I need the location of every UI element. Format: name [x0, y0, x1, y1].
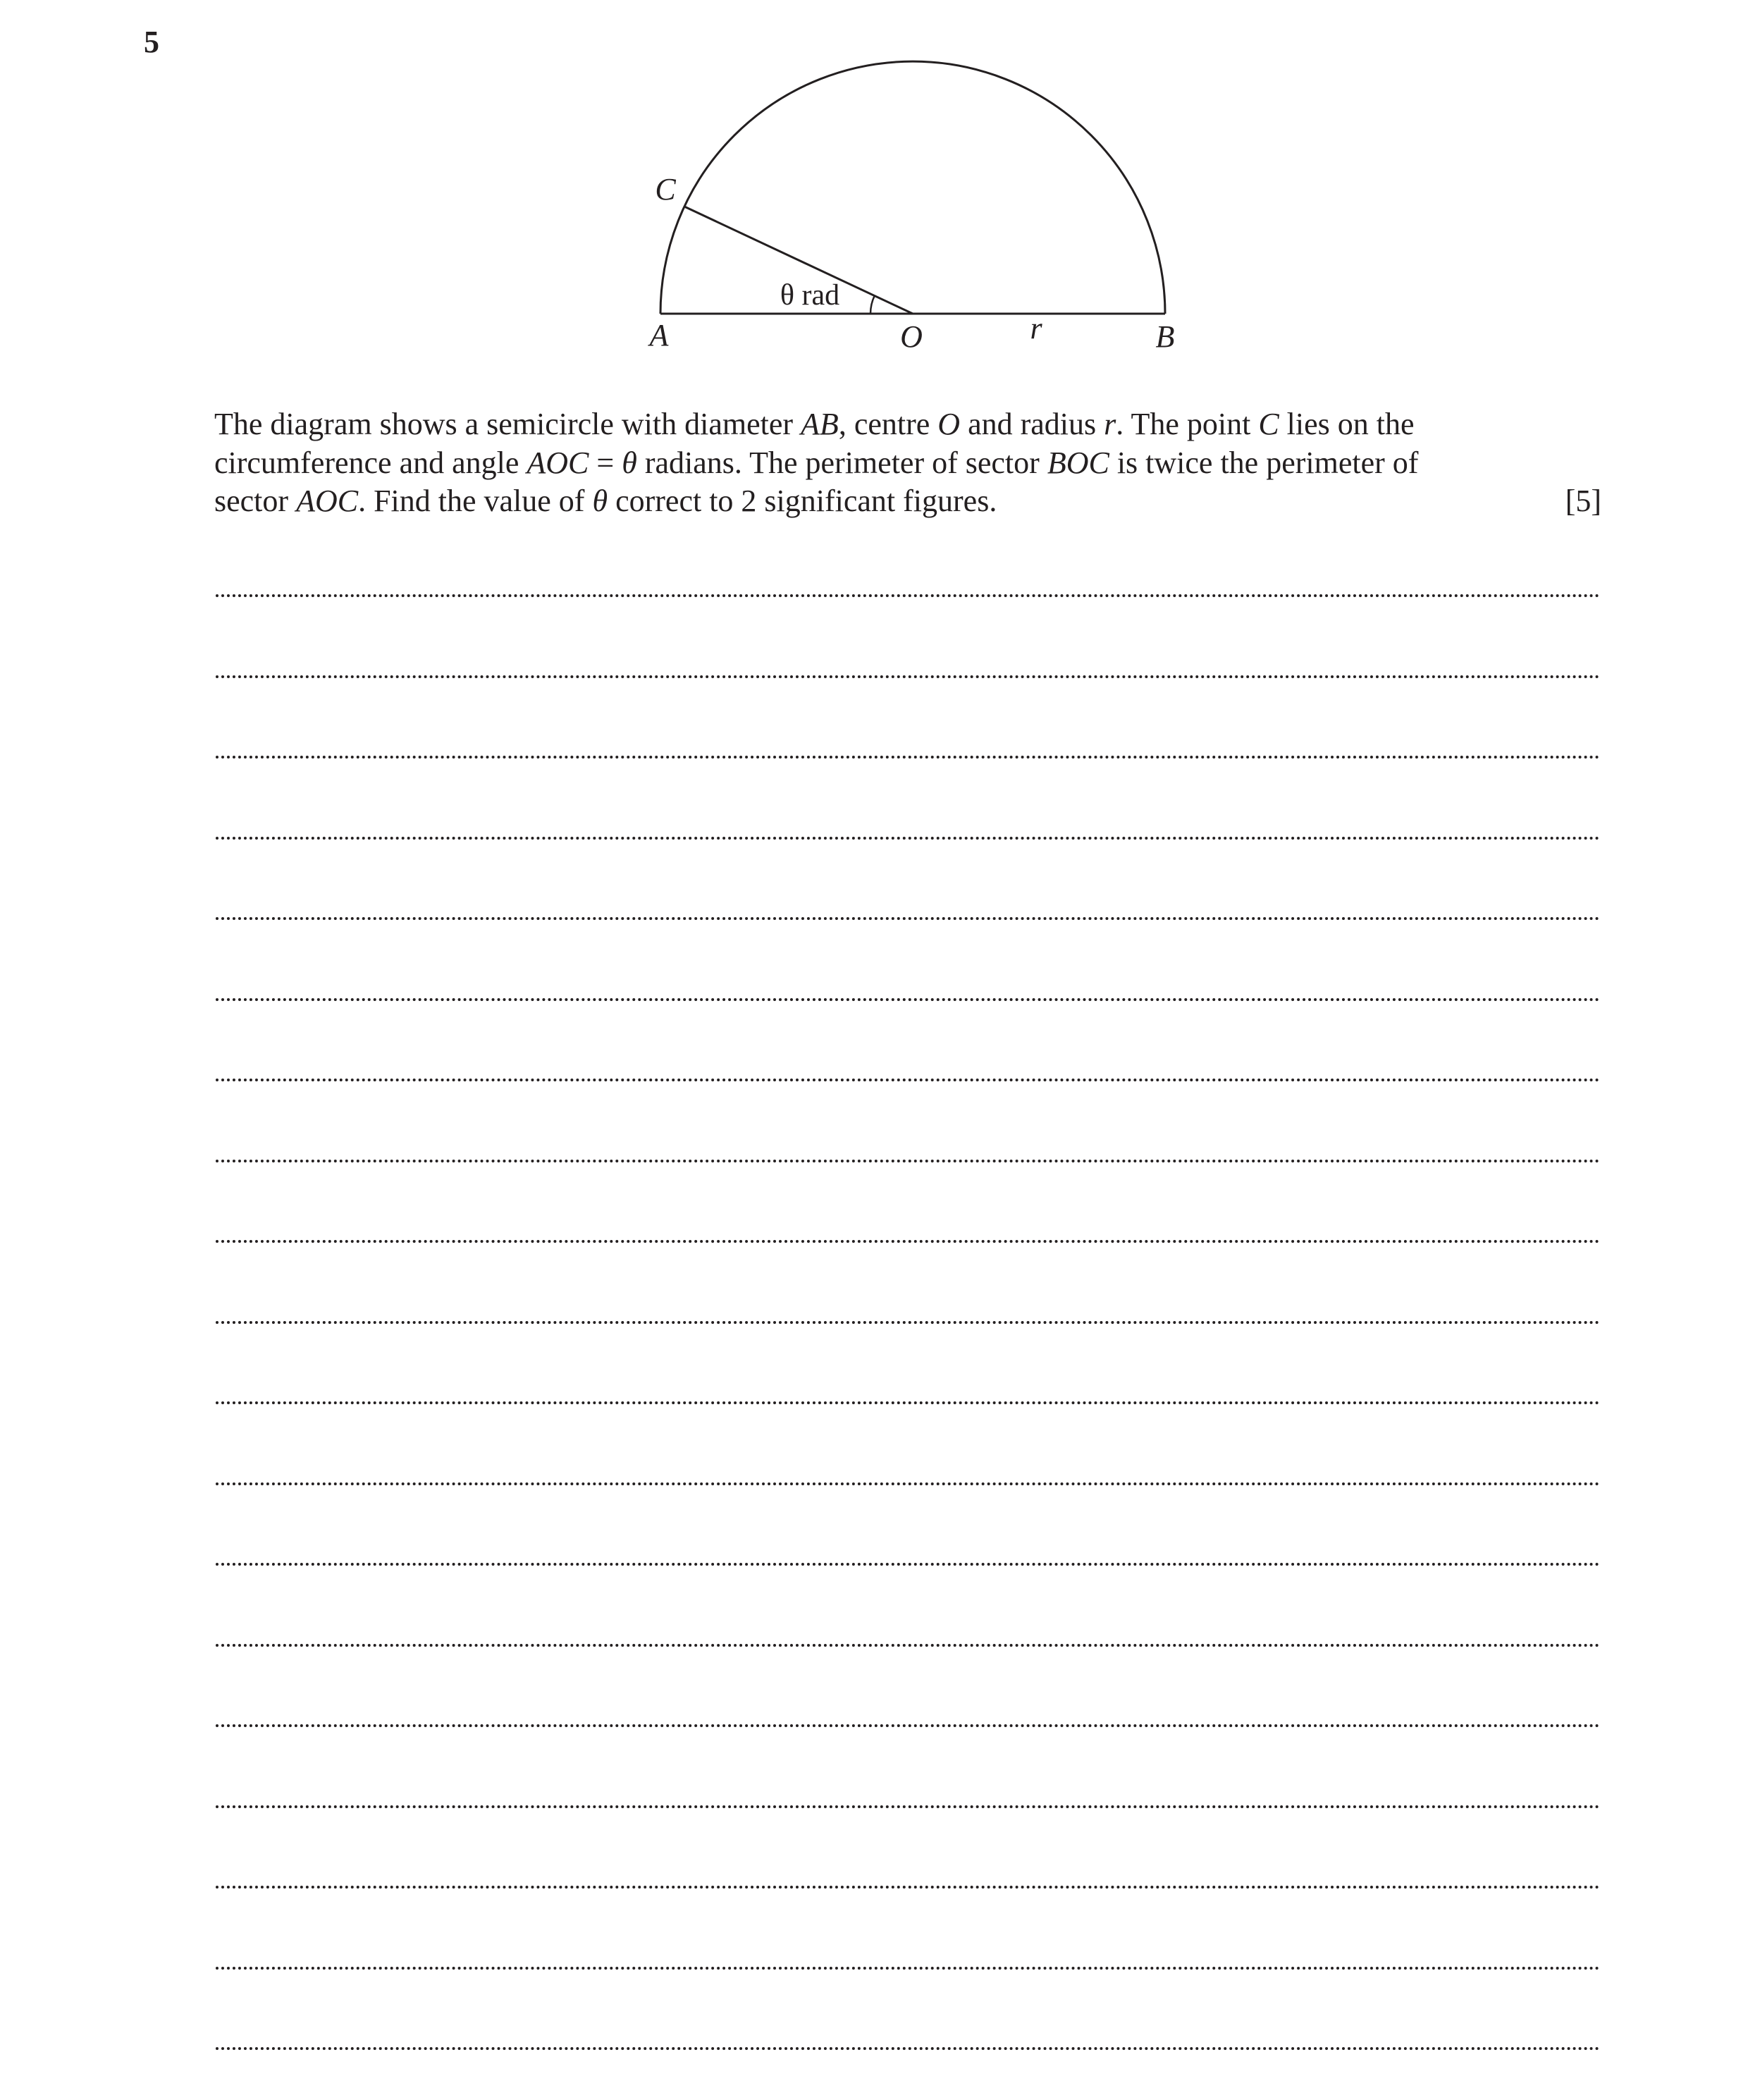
answer-line[interactable] — [216, 594, 1600, 597]
answer-line[interactable] — [216, 837, 1600, 840]
semicircle-arc — [660, 61, 1165, 314]
question-line-2: circumference and angle AOC = θ radians. The perimeter of sector BOC is twice the perimeter of — [214, 445, 1419, 480]
answer-line[interactable] — [216, 998, 1600, 1001]
answer-line[interactable] — [216, 1240, 1600, 1243]
label-b: B — [1155, 319, 1175, 354]
question-number: 5 — [144, 25, 159, 59]
answer-line[interactable] — [216, 1644, 1600, 1647]
answer-line[interactable] — [216, 917, 1600, 920]
label-r: r — [1030, 311, 1042, 345]
semicircle-diagram — [0, 0, 1748, 381]
question-line-3: sector AOC. Find the value of θ correct to 2 significant figures. [5] — [214, 482, 1601, 521]
angle-label: θ rad — [780, 279, 840, 312]
answer-line[interactable] — [216, 756, 1600, 759]
answer-line[interactable] — [216, 1886, 1600, 1889]
answer-line[interactable] — [216, 675, 1600, 678]
answer-line[interactable] — [216, 2047, 1600, 2050]
question-line-1: The diagram shows a semicircle with diameter AB, centre O and radius r. The point C lies on the — [214, 407, 1415, 441]
marks: [5] — [1565, 484, 1601, 518]
label-c: C — [655, 172, 676, 207]
answer-line[interactable] — [216, 1079, 1600, 1081]
answer-line[interactable] — [216, 1967, 1600, 1970]
answer-line[interactable] — [216, 1401, 1600, 1404]
answer-line[interactable] — [216, 1724, 1600, 1727]
answer-line[interactable] — [216, 1563, 1600, 1566]
label-a: A — [649, 318, 669, 352]
answer-line[interactable] — [216, 1321, 1600, 1324]
answer-line[interactable] — [216, 1160, 1600, 1162]
label-o: O — [900, 319, 923, 354]
angle-arc — [870, 295, 875, 314]
answer-line[interactable] — [216, 1482, 1600, 1485]
answer-line[interactable] — [216, 1805, 1600, 1808]
question-text — [214, 405, 1601, 521]
